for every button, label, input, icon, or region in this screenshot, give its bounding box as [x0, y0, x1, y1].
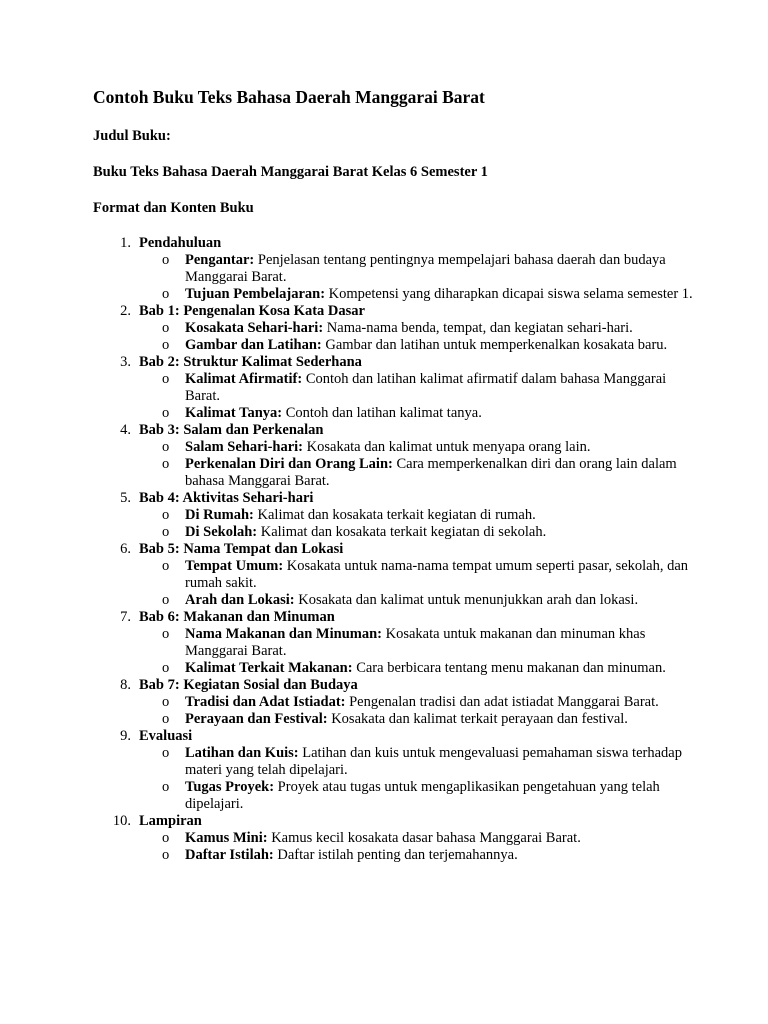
chapter-item	[93, 303, 698, 354]
subtopic-term: Perayaan dan Festival:	[185, 711, 328, 727]
chapter-title: Bab 5: Nama Tempat dan Lokasi	[139, 541, 344, 557]
chapter-number: 9.	[120, 728, 131, 744]
subtopic-term: Kalimat Afirmatif:	[185, 371, 303, 387]
subtopic-item	[139, 337, 698, 354]
subtopic-list	[139, 507, 698, 541]
subtopic-description: Kosakata untuk makanan dan minuman khas Manggarai Barat.	[185, 626, 646, 659]
subtopic-description: Kosakata dan kalimat untuk menyapa orang lain.	[306, 439, 591, 455]
subtopic-description: Gambar dan latihan untuk memperkenalkan kosakata baru.	[325, 337, 668, 353]
subtopic-item	[139, 626, 698, 660]
circle-bullet-icon: o	[162, 456, 170, 472]
book-title-label: Judul Buku:	[93, 128, 171, 144]
subtopic-term: Di Rumah:	[185, 507, 254, 523]
subtopic-item	[139, 745, 698, 779]
circle-bullet-icon: o	[162, 830, 170, 846]
subtopic-list	[139, 626, 698, 677]
subtopic-term: Salam Sehari-hari:	[185, 439, 304, 455]
subtopic-description: Kosakata untuk nama-nama tempat umum seperti pasar, sekolah, dan rumah sakit.	[185, 558, 689, 591]
circle-bullet-icon: o	[162, 626, 170, 642]
chapter-number: 1.	[120, 235, 131, 251]
subtopic-description: Daftar istilah penting dan terjemahannya.	[277, 847, 518, 863]
subtopic-item	[139, 847, 698, 864]
subtopic-term: Tempat Umum:	[185, 558, 284, 574]
subtopic-term: Tujuan Pembelajaran:	[185, 286, 326, 302]
subtopic-item	[139, 694, 698, 711]
subtopic-item	[139, 558, 698, 592]
chapter-title: Evaluasi	[139, 728, 193, 744]
subtopic-list	[139, 830, 698, 864]
subtopic-list	[139, 371, 698, 422]
chapter-number: 10.	[112, 813, 131, 829]
book-title: Buku Teks Bahasa Daerah Manggarai Barat Kelas 6 Semester 1	[93, 164, 488, 180]
subtopic-term: Tradisi dan Adat Istiadat:	[185, 694, 346, 710]
circle-bullet-icon: o	[162, 660, 170, 676]
chapter-item	[93, 235, 698, 303]
subtopic-description: Latihan dan kuis untuk mengevaluasi pemahaman siswa terhadap materi yang telah dipelajari.	[185, 745, 682, 778]
circle-bullet-icon: o	[162, 405, 170, 421]
chapter-title: Bab 6: Makanan dan Minuman	[139, 609, 335, 625]
circle-bullet-icon: o	[162, 337, 170, 353]
subtopic-description: Cara memperkenalkan diri dan orang lain dalam bahasa Manggarai Barat.	[185, 456, 677, 489]
subtopic-term: Gambar dan Latihan:	[185, 337, 322, 353]
circle-bullet-icon: o	[162, 592, 170, 608]
subtopic-term: Kamus Mini:	[185, 830, 268, 846]
subtopic-description: Proyek atau tugas untuk mengaplikasikan pengetahuan yang telah dipelajari.	[185, 779, 660, 812]
chapter-item	[93, 728, 698, 813]
chapter-number: 5.	[120, 490, 131, 506]
subtopic-description: Pengenalan tradisi dan adat istiadat Manggarai Barat.	[349, 694, 659, 710]
subtopic-item	[139, 830, 698, 847]
circle-bullet-icon: o	[162, 252, 170, 268]
chapter-title: Lampiran	[139, 813, 202, 829]
circle-bullet-icon: o	[162, 439, 170, 455]
subtopic-list	[139, 252, 698, 303]
subtopic-item	[139, 711, 698, 728]
chapter-number: 6.	[120, 541, 131, 557]
chapter-title: Pendahuluan	[139, 235, 222, 251]
subtopic-list	[139, 320, 698, 354]
chapter-number: 7.	[120, 609, 131, 625]
subtopic-list	[139, 439, 698, 490]
circle-bullet-icon: o	[162, 507, 170, 523]
subtopic-list	[139, 558, 698, 609]
circle-bullet-icon: o	[162, 847, 170, 863]
subtopic-description: Kompetensi yang diharapkan dicapai siswa selama semester 1.	[328, 286, 693, 302]
circle-bullet-icon: o	[162, 524, 170, 540]
subtopic-item	[139, 592, 698, 609]
circle-bullet-icon: o	[162, 286, 170, 302]
chapter-item	[93, 609, 698, 677]
subtopic-item	[139, 405, 698, 422]
chapter-number: 3.	[120, 354, 131, 370]
subtopic-term: Arah dan Lokasi:	[185, 592, 295, 608]
subtopic-item	[139, 779, 698, 813]
subtopic-item	[139, 660, 698, 677]
chapter-number: 4.	[120, 422, 131, 438]
subtopic-item	[139, 524, 698, 541]
circle-bullet-icon: o	[162, 779, 170, 795]
document-title: Contoh Buku Teks Bahasa Daerah Manggarai Barat	[93, 87, 485, 107]
subtopic-term: Kalimat Terkait Makanan:	[185, 660, 353, 676]
subtopic-description: Penjelasan tentang pentingnya mempelajari bahasa daerah dan budaya Manggarai Barat.	[185, 252, 666, 285]
subtopic-description: Contoh dan latihan kalimat tanya.	[285, 405, 482, 421]
circle-bullet-icon: o	[162, 694, 170, 710]
subtopic-term: Kalimat Tanya:	[185, 405, 283, 421]
subtopic-item	[139, 507, 698, 524]
chapter-item	[93, 354, 698, 422]
subtopic-item	[139, 320, 698, 337]
chapter-title: Bab 1: Pengenalan Kosa Kata Dasar	[139, 303, 365, 319]
chapter-list	[93, 235, 698, 864]
subtopic-description: Kosakata dan kalimat untuk menunjukkan arah dan lokasi.	[298, 592, 639, 608]
subtopic-list	[139, 745, 698, 813]
chapter-title: Bab 3: Salam dan Perkenalan	[139, 422, 324, 438]
subtopic-item	[139, 439, 698, 456]
subtopic-term: Latihan dan Kuis:	[185, 745, 299, 761]
subtopic-description: Contoh dan latihan kalimat afirmatif dalam bahasa Manggarai Barat.	[185, 371, 667, 404]
subtopic-item	[139, 286, 698, 303]
circle-bullet-icon: o	[162, 745, 170, 761]
subtopic-description: Kalimat dan kosakata terkait kegiatan di rumah.	[257, 507, 536, 523]
subtopic-item	[139, 456, 698, 490]
chapter-title: Bab 7: Kegiatan Sosial dan Budaya	[139, 677, 358, 693]
format-heading: Format dan Konten Buku	[93, 200, 254, 216]
subtopic-term: Di Sekolah:	[185, 524, 258, 540]
chapter-number: 2.	[120, 303, 131, 319]
subtopic-term: Daftar Istilah:	[185, 847, 274, 863]
chapter-item	[93, 422, 698, 490]
subtopic-description: Kosakata dan kalimat terkait perayaan dan festival.	[331, 711, 628, 727]
subtopic-term: Perkenalan Diri dan Orang Lain:	[185, 456, 393, 472]
subtopic-description: Kamus kecil kosakata dasar bahasa Manggarai Barat.	[271, 830, 581, 846]
subtopic-list	[139, 694, 698, 728]
circle-bullet-icon: o	[162, 371, 170, 387]
circle-bullet-icon: o	[162, 711, 170, 727]
subtopic-term: Kosakata Sehari-hari:	[185, 320, 324, 336]
chapter-item	[93, 677, 698, 728]
chapter-number: 8.	[120, 677, 131, 693]
subtopic-description: Cara berbicara tentang menu makanan dan minuman.	[356, 660, 666, 676]
subtopic-term: Pengantar:	[185, 252, 255, 268]
chapter-item	[93, 541, 698, 609]
circle-bullet-icon: o	[162, 558, 170, 574]
subtopic-description: Kalimat dan kosakata terkait kegiatan di sekolah.	[260, 524, 547, 540]
chapter-title: Bab 4: Aktivitas Sehari-hari	[139, 490, 314, 506]
subtopic-description: Nama-nama benda, tempat, dan kegiatan sehari-hari.	[326, 320, 633, 336]
chapter-item	[93, 813, 698, 864]
subtopic-term: Nama Makanan dan Minuman:	[185, 626, 382, 642]
chapter-title: Bab 2: Struktur Kalimat Sederhana	[139, 354, 362, 370]
subtopic-term: Tugas Proyek:	[185, 779, 275, 795]
circle-bullet-icon: o	[162, 320, 170, 336]
subtopic-item	[139, 252, 698, 286]
chapter-item	[93, 490, 698, 541]
subtopic-item	[139, 371, 698, 405]
